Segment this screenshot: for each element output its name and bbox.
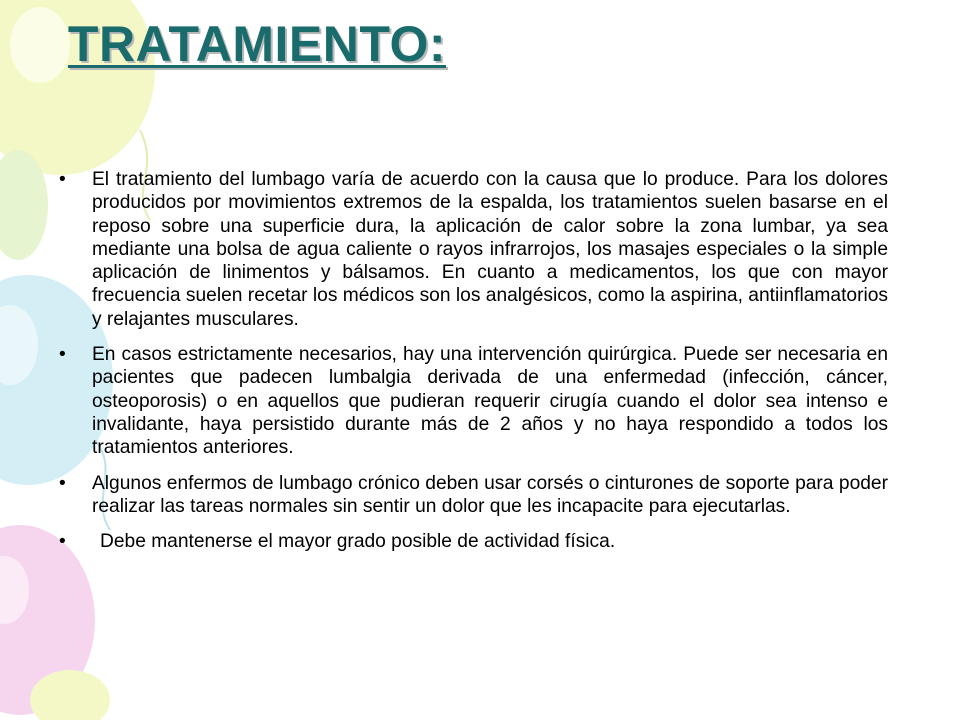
list-item	[56, 472, 888, 519]
list-item	[56, 343, 888, 459]
slide-title: TRATAMIENTO:	[67, 16, 447, 72]
bullet-icon: •	[59, 344, 66, 366]
list-item	[56, 168, 888, 331]
bullet-text: En casos estrictamente necesarios, hay una intervención quirúrgica. Puede ser necesaria en pacientes que padecen lumbalgia derivada de una enfermedad (infección, cáncer, osteoporosis) o en aquellos que pudieran requerir cirugía cuando el dolor sea intenso e invalidante, haya persistido durante más de 2 años y no haya respondido a todos los tratamientos anteriores.	[92, 344, 888, 459]
list-item	[56, 530, 888, 553]
bullet-icon: •	[59, 472, 66, 494]
bullet-icon: •	[59, 531, 66, 553]
bullet-text: El tratamiento del lumbago varía de acuerdo con la causa que lo produce. Para los dolores producidos por movimientos extremos de la espalda, los tratamientos suelen basarse en el reposo sobre una superficie dura, la aplicación de calor sobre la zona lumbar, ya sea mediante una bolsa de agua caliente o rayos infrarrojos, los masajes especiales o la simple aplicación de linimentos y bálsamos. En cuanto a medicamentos, los que con mayor frecuencia suelen recetar los médicos son los analgésicos, como la aspirina, antiinflamatorios y relajantes musculares.	[92, 169, 888, 330]
bullet-text: Algunos enfermos de lumbago crónico deben usar corsés o cinturones de soporte para poder realizar las tareas normales sin sentir un dolor que les incapacite para ejecutarlas.	[92, 472, 888, 517]
bullet-text: Debe mantenerse el mayor grado posible de actividad física.	[100, 531, 616, 553]
bullet-list	[56, 168, 888, 565]
bullet-icon: •	[59, 169, 66, 190]
